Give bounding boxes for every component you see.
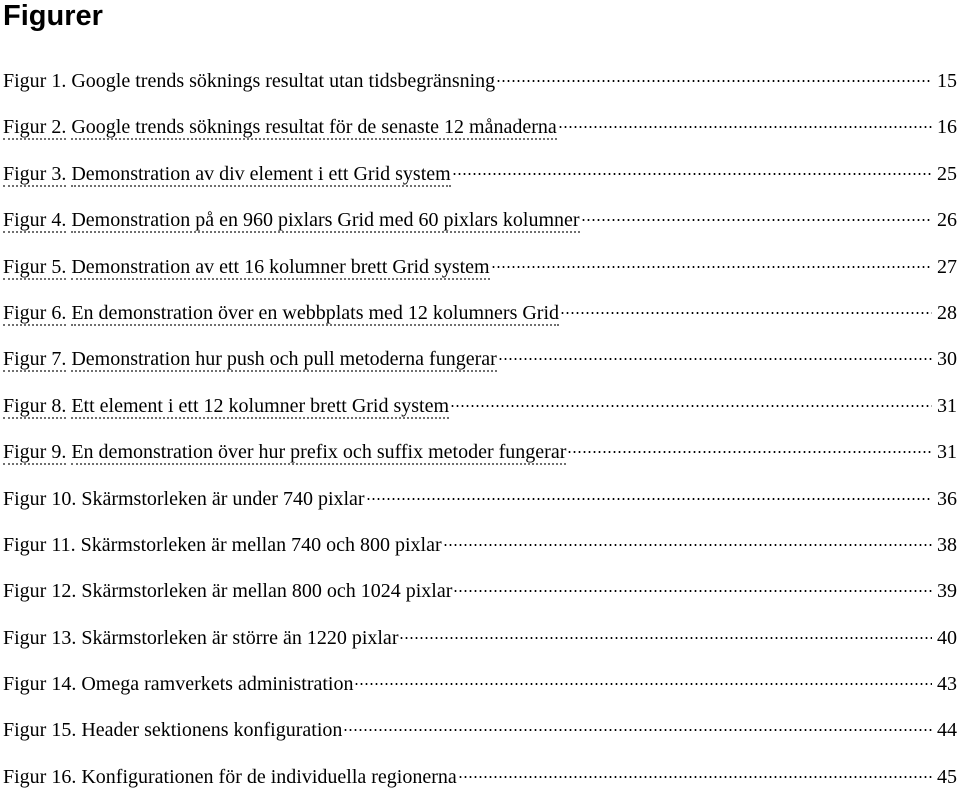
page-number: 28 bbox=[937, 301, 957, 324]
entry-label bbox=[3, 673, 353, 696]
page-number: 15 bbox=[937, 70, 957, 92]
dot-leader bbox=[399, 636, 932, 640]
page-number: 16 bbox=[937, 116, 957, 139]
dot-leader bbox=[560, 311, 932, 315]
figure-number: Figur 1. bbox=[3, 70, 67, 92]
toc-entry-2[interactable] bbox=[3, 116, 957, 162]
entry-label bbox=[3, 116, 557, 139]
toc-entry-16[interactable] bbox=[3, 766, 957, 812]
figure-title: Skärmstorleken är under 740 pixlar bbox=[81, 487, 365, 510]
dot-leader bbox=[366, 497, 932, 501]
page-number: 30 bbox=[937, 348, 957, 371]
dot-leader bbox=[453, 589, 932, 593]
dot-leader bbox=[343, 728, 932, 732]
figure-number: Figur 2. bbox=[3, 116, 67, 139]
toc-entry-6[interactable] bbox=[3, 302, 957, 348]
dot-leader bbox=[567, 450, 932, 454]
toc-entry-4[interactable] bbox=[3, 209, 957, 255]
figure-title: Konfigurationen för de individuella regionerna bbox=[81, 765, 457, 788]
page-number: 39 bbox=[937, 580, 957, 603]
dot-leader bbox=[450, 404, 932, 408]
figure-title: Google trends söknings resultat för de senaste 12 månaderna bbox=[71, 116, 557, 139]
figure-list bbox=[3, 70, 957, 812]
entry-label bbox=[3, 70, 495, 93]
figure-number: Figur 3. bbox=[3, 162, 67, 185]
entry-label bbox=[3, 580, 452, 603]
page-number: 27 bbox=[937, 255, 957, 278]
entry-label bbox=[3, 395, 449, 418]
figure-number: Figur 11. bbox=[3, 533, 76, 556]
toc-entry-1[interactable] bbox=[3, 70, 957, 116]
figure-number: Figur 9. bbox=[3, 441, 67, 464]
dot-leader bbox=[443, 543, 932, 547]
dot-leader bbox=[491, 265, 932, 269]
figure-number: Figur 7. bbox=[3, 348, 67, 371]
page-number: 40 bbox=[937, 626, 957, 649]
page-number: 38 bbox=[937, 533, 957, 556]
figure-title: Demonstration av ett 16 kolumner brett Grid system bbox=[71, 255, 490, 278]
dot-leader bbox=[558, 125, 932, 129]
entry-label bbox=[3, 302, 559, 325]
figure-number: Figur 5. bbox=[3, 255, 67, 278]
entry-label bbox=[3, 441, 566, 464]
page-number: 45 bbox=[937, 765, 957, 788]
page-number: 31 bbox=[937, 441, 957, 464]
figure-title: Demonstration på en 960 pixlars Grid med 60 pixlars kolumner bbox=[71, 209, 580, 232]
toc-entry-5[interactable] bbox=[3, 256, 957, 302]
toc-entry-11[interactable] bbox=[3, 534, 957, 580]
toc-entry-12[interactable] bbox=[3, 580, 957, 626]
toc-entry-9[interactable] bbox=[3, 441, 957, 487]
dot-leader bbox=[458, 775, 932, 779]
figure-number: Figur 6. bbox=[3, 301, 67, 324]
entry-label bbox=[3, 766, 457, 789]
page-number: 25 bbox=[937, 162, 957, 185]
figure-number: Figur 10. bbox=[3, 487, 77, 510]
toc-entry-8[interactable] bbox=[3, 395, 957, 441]
figure-number: Figur 14. bbox=[3, 673, 77, 696]
figure-title: En demonstration över hur prefix och suffix metoder fungerar bbox=[71, 441, 567, 464]
toc-entry-13[interactable] bbox=[3, 627, 957, 673]
figure-title: Skärmstorleken är större än 1220 pixlar bbox=[81, 626, 399, 649]
figure-title: Header sektionens konfiguration bbox=[81, 719, 343, 742]
page-number: 26 bbox=[937, 209, 957, 232]
figure-number: Figur 15. bbox=[3, 719, 77, 742]
toc-entry-15[interactable] bbox=[3, 719, 957, 765]
dot-leader bbox=[452, 172, 932, 176]
figure-number: Figur 13. bbox=[3, 626, 77, 649]
figure-title: Skärmstorleken är mellan 800 och 1024 pixlar bbox=[81, 580, 453, 603]
toc-entry-7[interactable] bbox=[3, 348, 957, 394]
toc-entry-3[interactable] bbox=[3, 163, 957, 209]
figure-title: Omega ramverkets administration bbox=[81, 673, 354, 696]
entry-label bbox=[3, 488, 365, 511]
entry-label bbox=[3, 719, 342, 742]
dot-leader bbox=[354, 682, 932, 686]
page-number: 44 bbox=[937, 719, 957, 742]
figure-title: Google trends söknings resultat utan tidsbegränsning bbox=[71, 70, 496, 92]
figure-title: Demonstration av div element i ett Grid system bbox=[71, 162, 451, 185]
page-number: 31 bbox=[937, 394, 957, 417]
figure-number: Figur 16. bbox=[3, 765, 77, 788]
dot-leader bbox=[581, 218, 932, 222]
figure-number: Figur 12. bbox=[3, 580, 77, 603]
entry-label bbox=[3, 627, 398, 650]
entry-label bbox=[3, 209, 580, 232]
figure-title: En demonstration över en webbplats med 12 kolumners Grid bbox=[71, 301, 560, 324]
entry-label bbox=[3, 256, 490, 279]
figure-title: Ett element i ett 12 kolumner brett Grid system bbox=[71, 394, 450, 417]
dot-leader bbox=[496, 79, 932, 83]
page-number: 43 bbox=[937, 673, 957, 696]
figure-number: Figur 8. bbox=[3, 394, 67, 417]
figure-number: Figur 4. bbox=[3, 209, 67, 232]
dot-leader bbox=[498, 357, 932, 361]
page-title: Figurer bbox=[3, 0, 103, 32]
entry-label bbox=[3, 534, 442, 557]
figure-title: Skärmstorleken är mellan 740 och 800 pixlar bbox=[80, 533, 442, 556]
toc-entry-10[interactable] bbox=[3, 488, 957, 534]
figure-title: Demonstration hur push och pull metoderna fungerar bbox=[71, 348, 497, 371]
toc-entry-14[interactable] bbox=[3, 673, 957, 719]
entry-label bbox=[3, 348, 497, 371]
entry-label bbox=[3, 163, 451, 186]
page-number: 36 bbox=[937, 487, 957, 510]
